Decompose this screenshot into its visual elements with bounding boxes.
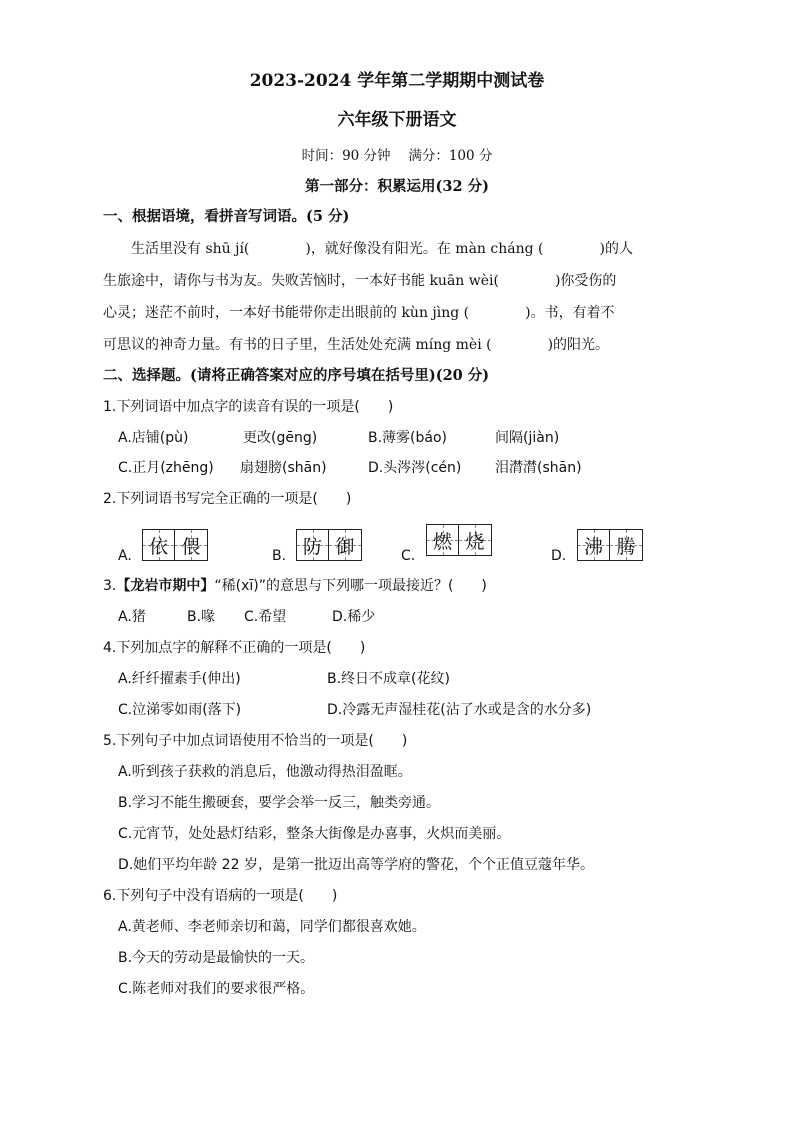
- passage-line: 可思议的神奇力量。有书的日子里，生活处处充满 míng mèi ( )的阳光。: [103, 337, 610, 353]
- exam-title: 2023-2024 学年第二学期期中测试卷: [249, 71, 545, 91]
- q3-option: D.稀少: [332, 609, 376, 625]
- exam-meta: 时间：90 分钟 满分：100 分: [301, 148, 493, 164]
- q1-option: D.头涔涔(cén): [368, 460, 462, 476]
- q2-word-box-b: [296, 529, 362, 561]
- grid-cell: 防: [297, 530, 329, 560]
- q2-label-b: B.: [272, 548, 287, 564]
- grid-cell: 偎: [175, 530, 207, 560]
- q3-option: C.希望: [244, 609, 287, 625]
- passage-line: 心灵；迷茫不前时，一本好书能带你走出眼前的 kùn jìng ( )。书，有着不: [103, 305, 615, 321]
- grid-cell: 烧: [459, 525, 491, 555]
- grid-cell: 燃: [427, 525, 459, 555]
- q6-option: A.黄老师、李老师亲切和蔼，同学们都很喜欢她。: [118, 919, 426, 935]
- q5-option: D.她们平均年龄 22 岁，是第一批迈出高等学府的警花，个个正值豆蔻年华。: [118, 857, 594, 873]
- q2-label-c: C.: [401, 548, 416, 564]
- q3-option: B.喙: [187, 609, 216, 625]
- q2-word-box-a: [142, 529, 208, 561]
- q1-option: 泪潸潸(shān): [495, 460, 582, 476]
- q5-stem: 5.下列句子中加点词语使用不恰当的一项是( ): [103, 733, 408, 749]
- q3-stem: 3.【龙岩市期中】“稀(xī)”的意思与下列哪一项最接近？( ): [103, 578, 487, 594]
- q4-option: A.纤纤擢素手(伸出): [118, 671, 241, 687]
- grid-cell: 沸: [578, 530, 610, 560]
- q6-stem: 6.下列句子中没有语病的一项是( ): [103, 888, 338, 904]
- q6-option: C.陈老师对我们的要求很严格。: [118, 981, 315, 997]
- q2-label-d: D.: [551, 548, 567, 564]
- q4-stem: 4.下列加点字的解释不正确的一项是( ): [103, 640, 366, 656]
- question-two-heading: 二、选择题。(请将正确答案对应的序号填在括号里)(20 分): [103, 367, 490, 384]
- q1-option: 扇翅膀(shān): [240, 460, 327, 476]
- passage-line: 生活里没有 shū jí( )，就好像没有阳光。在 màn cháng ( )的人: [103, 241, 633, 257]
- grid-cell: 依: [143, 530, 175, 560]
- exam-subtitle: 六年级下册语文: [337, 110, 457, 130]
- q3-option: A.猪: [118, 609, 146, 625]
- q1-option: A.店铺(pù): [118, 430, 189, 446]
- q1-option: 更改(gēng): [243, 430, 318, 446]
- q5-option: C.元宵节，处处悬灯结彩，整条大街像是办喜事，火炽而美丽。: [118, 826, 511, 842]
- q1-stem: 1.下列词语中加点字的读音有误的一项是( ): [103, 399, 394, 415]
- q1-option: C.正月(zhēng): [118, 460, 214, 476]
- q2-label-a: A.: [118, 548, 132, 564]
- question-one-heading: 一、根据语境，看拼音写词语。(5 分): [103, 208, 350, 225]
- grid-cell: 腾: [610, 530, 642, 560]
- grid-cell: 御: [329, 530, 361, 560]
- q5-option: B.学习不能生搬硬套，要学会举一反三，触类旁通。: [118, 795, 441, 811]
- passage-line: 生旅途中，请你与书为友。失败苦恼时，一本好书能 kuān wèi( )你受伤的: [103, 273, 617, 289]
- q6-option: B.今天的劳动是最愉快的一天。: [118, 950, 315, 966]
- q1-option: 间隔(jiàn): [495, 430, 560, 446]
- q2-stem: 2.下列词语书写完全正确的一项是( ): [103, 491, 352, 507]
- q4-option: C.泣涕零如雨(落下): [118, 702, 242, 718]
- q3-source-tag: 【龙岩市期中】: [116, 578, 215, 594]
- q5-option: A.听到孩子获救的消息后，他激动得热泪盈眶。: [118, 764, 412, 780]
- part-one-heading: 第一部分：积累运用(32 分): [305, 178, 489, 195]
- q4-option: B.终日不成章(花纹): [327, 671, 450, 687]
- q2-word-box-d: [577, 529, 643, 561]
- q2-word-box-c: [426, 524, 492, 556]
- q4-option: D.冷露无声湿桂花(沾了水或是含的水分多): [327, 702, 592, 718]
- q1-option: B.薄雾(báo): [368, 430, 448, 446]
